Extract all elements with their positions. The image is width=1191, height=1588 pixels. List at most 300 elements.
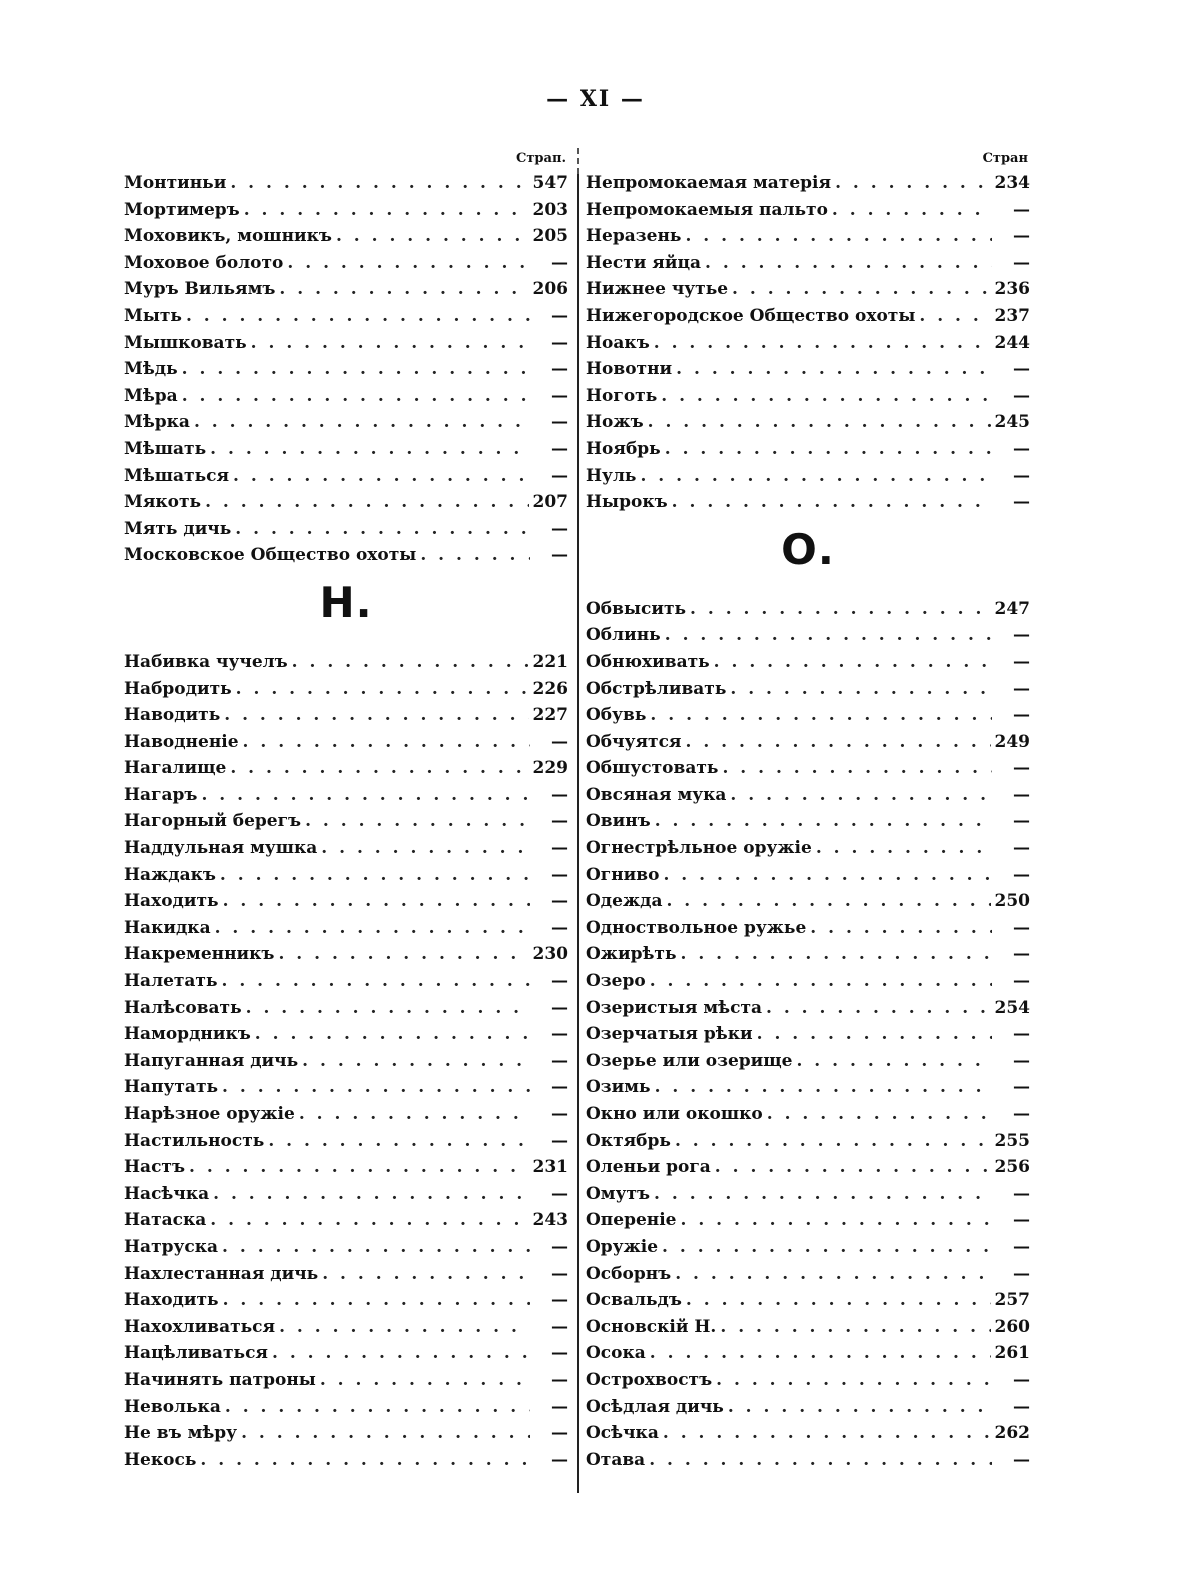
entry-page: — (1013, 385, 1030, 406)
index-entry (124, 330, 568, 357)
entry-page: 256 (994, 1157, 1030, 1178)
entry-term: Накидка (124, 917, 211, 938)
index-entry (124, 808, 568, 835)
dot-leader (665, 436, 992, 463)
entry-page: — (1013, 971, 1030, 992)
index-entry (124, 1154, 568, 1181)
index-entry (124, 1367, 568, 1394)
index-entry (124, 968, 568, 995)
index-entry (586, 702, 1030, 729)
entry-term: Налетать (124, 971, 218, 992)
entry-term: Ожирѣть (586, 944, 677, 965)
dot-leader (796, 1048, 992, 1075)
index-entry (124, 702, 568, 729)
entry-term: Насѣчка (124, 1183, 210, 1204)
index-entry (586, 250, 1030, 277)
entry-page: — (551, 1263, 568, 1284)
entry-page: — (551, 1423, 568, 1444)
index-entry (124, 782, 568, 809)
index-entry (124, 1048, 568, 1075)
entry-term: Обвысить (586, 598, 687, 619)
entry-page: — (551, 1104, 568, 1124)
entry-page: 250 (994, 891, 1030, 912)
dot-leader (279, 276, 528, 303)
entry-term: Освальдъ (586, 1290, 682, 1311)
dot-leader (225, 1394, 530, 1421)
entry-page: — (1013, 465, 1030, 486)
entry-term: Мортимеръ (124, 199, 240, 220)
dot-leader (810, 915, 992, 942)
dot-leader (336, 223, 529, 250)
index-entry (586, 1314, 1030, 1341)
entry-term: Наддульная мушка (124, 838, 318, 859)
dot-leader (205, 489, 528, 516)
dot-leader (223, 888, 530, 915)
index-entry (586, 596, 1030, 623)
index-entry (586, 1287, 1030, 1314)
index-entry (124, 941, 568, 968)
entry-page: — (1013, 838, 1030, 859)
entry-term: Опереніе (586, 1210, 677, 1231)
index-entry (586, 303, 1030, 330)
entry-term: Нацѣливаться (124, 1343, 268, 1364)
dot-leader (722, 755, 992, 782)
entry-term: Настъ (124, 1157, 186, 1178)
entry-page: — (551, 1369, 568, 1390)
dot-leader (663, 862, 992, 889)
index-entry (586, 1021, 1030, 1048)
dot-leader (299, 1101, 530, 1128)
dot-leader (189, 1154, 528, 1181)
dot-leader (705, 250, 992, 277)
dot-leader (201, 782, 530, 809)
index-entry (124, 729, 568, 756)
dot-leader (835, 170, 990, 197)
right-column (586, 148, 1030, 1473)
entry-page: 237 (994, 305, 1030, 326)
dot-leader (241, 1420, 530, 1447)
dot-leader (287, 250, 530, 277)
entry-page: — (1013, 1236, 1030, 1257)
entry-page: 243 (532, 1210, 568, 1231)
entry-term: Октябрь (586, 1130, 671, 1151)
dot-leader (292, 649, 529, 676)
entry-term: Мякоть (124, 492, 202, 513)
dot-leader (690, 596, 990, 623)
entry-page: — (1013, 625, 1030, 646)
index-entry (586, 1128, 1030, 1155)
entry-page: — (551, 518, 568, 539)
entry-term: Муръ Вильямъ (124, 279, 276, 300)
entry-page: 257 (994, 1290, 1030, 1311)
dot-leader (675, 1261, 992, 1288)
entry-term: Мыть (124, 305, 182, 326)
entry-term: Натаска (124, 1210, 207, 1231)
index-entry (586, 1420, 1030, 1447)
dot-leader (220, 862, 530, 889)
index-entry (124, 862, 568, 889)
entry-page: — (1013, 678, 1030, 699)
entry-term: Начинять патроны (124, 1369, 316, 1390)
index-entry (124, 1101, 568, 1128)
dot-leader (715, 1154, 991, 1181)
dot-leader (654, 330, 991, 357)
entry-term: Накременникъ (124, 944, 275, 965)
entry-page: 221 (532, 651, 568, 672)
entry-term: Ножъ (586, 412, 644, 433)
entry-page: 234 (994, 173, 1030, 193)
index-entry (586, 409, 1030, 436)
entry-page: — (1013, 758, 1030, 779)
entry-page: 260 (994, 1316, 1030, 1337)
entry-term: Омутъ (586, 1183, 651, 1204)
index-entry (586, 995, 1030, 1022)
entry-page: — (1013, 784, 1030, 805)
entry-term: Мѣдь (124, 359, 178, 380)
entry-term: Напуганная дичь (124, 1050, 299, 1071)
dot-leader (224, 702, 528, 729)
dot-leader (230, 755, 528, 782)
index-entry (586, 755, 1030, 782)
entry-page: 244 (994, 332, 1030, 353)
entry-page: — (551, 332, 568, 353)
entry-page: — (1013, 705, 1030, 726)
entry-page: — (551, 997, 568, 1018)
entry-term: Обстрѣливать (586, 678, 727, 699)
entry-page: — (551, 838, 568, 859)
dot-leader (322, 1261, 530, 1288)
entry-page: 206 (532, 279, 568, 300)
dot-leader (233, 463, 530, 490)
page-number: — XI — (546, 86, 645, 112)
entry-page: — (1013, 492, 1030, 513)
index-entry (124, 1340, 568, 1367)
entry-page: — (551, 438, 568, 459)
dot-leader (649, 1447, 992, 1474)
index-entry (586, 1340, 1030, 1367)
entry-term: Нижегородское Общество охоты (586, 305, 916, 326)
entry-term: Монтиньи (124, 173, 227, 193)
dot-leader (305, 808, 530, 835)
entry-page: — (1013, 1263, 1030, 1284)
index-entry (124, 223, 568, 250)
entry-page: — (1013, 944, 1030, 965)
dot-leader (730, 676, 992, 703)
dot-leader (243, 729, 530, 756)
entry-page: 226 (532, 678, 568, 699)
column-divider (577, 148, 579, 1493)
index-entry (124, 303, 568, 330)
entry-page: — (551, 971, 568, 992)
index-entry (124, 409, 568, 436)
entry-term: Набивка чучелъ (124, 651, 288, 672)
dot-leader (648, 409, 991, 436)
entry-page: — (551, 891, 568, 912)
entry-term: Острохвостъ (586, 1369, 713, 1390)
dot-leader (766, 995, 991, 1022)
entry-page: — (1013, 1077, 1030, 1098)
dot-leader (666, 888, 990, 915)
dot-leader (236, 676, 529, 703)
index-entry (586, 383, 1030, 410)
entry-term: Овинъ (586, 811, 651, 832)
index-entry (124, 649, 568, 676)
index-entry (124, 542, 568, 569)
index-entry (124, 1420, 568, 1447)
dot-leader (210, 1207, 528, 1234)
entry-page: 236 (994, 279, 1030, 300)
index-entry (586, 1447, 1030, 1474)
index-entry (124, 356, 568, 383)
entry-term: Ноакъ (586, 332, 650, 353)
index-entry (586, 808, 1030, 835)
dot-leader (235, 516, 530, 543)
entry-page: — (551, 412, 568, 433)
entry-page: 227 (532, 705, 568, 726)
entry-term: Обнюхивать (586, 651, 710, 672)
entry-list (124, 170, 568, 569)
entry-page: — (551, 731, 568, 752)
entry-term: Нагорный берегъ (124, 811, 302, 832)
dot-leader (222, 1234, 530, 1261)
dot-leader (655, 808, 992, 835)
index-entry (124, 383, 568, 410)
dot-leader (222, 968, 531, 995)
index-entry (124, 1207, 568, 1234)
index-entry (586, 676, 1030, 703)
entry-page: — (551, 1130, 568, 1151)
dot-leader (681, 1207, 993, 1234)
index-entry (586, 223, 1030, 250)
entry-page: — (1013, 1024, 1030, 1045)
dot-leader (919, 303, 990, 330)
dot-leader (251, 330, 530, 357)
index-entry (124, 489, 568, 516)
entry-page: — (1013, 1050, 1030, 1071)
entry-page: — (1013, 1396, 1030, 1417)
dot-leader (676, 356, 992, 383)
dot-leader (714, 649, 992, 676)
dot-leader (302, 1048, 530, 1075)
dot-leader (244, 197, 529, 224)
index-entry (124, 888, 568, 915)
entry-page: — (551, 917, 568, 938)
dot-leader (650, 702, 992, 729)
entry-term: Набродить (124, 678, 232, 699)
entry-page: — (1013, 1104, 1030, 1124)
entry-term: Нуль (586, 465, 637, 486)
dot-leader (215, 915, 530, 942)
entry-term: Мѣрка (124, 412, 190, 433)
entry-term: Основскій Н. (586, 1316, 717, 1337)
entry-page: — (551, 1024, 568, 1045)
entry-page: — (1013, 917, 1030, 938)
index-entry (124, 197, 568, 224)
index-entry (586, 170, 1030, 197)
index-entry (586, 1394, 1030, 1421)
dot-leader (279, 1314, 530, 1341)
index-entry (586, 1234, 1030, 1261)
entry-term: Мять дичь (124, 518, 232, 539)
index-entry (124, 676, 568, 703)
index-entry (586, 330, 1030, 357)
index-entry (124, 516, 568, 543)
entry-page: — (1013, 1210, 1030, 1231)
entry-page: — (551, 252, 568, 273)
index-entry (124, 1181, 568, 1208)
entry-term: Нагаръ (124, 784, 198, 805)
entry-page: — (551, 784, 568, 805)
index-entry (124, 436, 568, 463)
dot-leader (728, 1394, 992, 1421)
dot-leader (672, 489, 992, 516)
entry-term: Нахлестанная дичь (124, 1263, 319, 1284)
index-entry (586, 276, 1030, 303)
entry-term: Ноябрь (586, 438, 661, 459)
entry-page: 254 (994, 997, 1030, 1018)
entry-term: Нахохливаться (124, 1316, 276, 1337)
entry-term: Мышковать (124, 332, 247, 353)
entry-page: — (551, 1050, 568, 1071)
entry-page: — (1013, 811, 1030, 832)
dot-leader (732, 276, 990, 303)
entry-page: 229 (532, 758, 568, 779)
entry-page: 261 (994, 1343, 1030, 1364)
index-entry (586, 436, 1030, 463)
index-entry (586, 649, 1030, 676)
index-entry (124, 276, 568, 303)
entry-term: Осѣдлая дичь (586, 1396, 724, 1417)
index-entry (586, 489, 1030, 516)
dot-leader (223, 1287, 530, 1314)
entry-term: Мѣра (124, 385, 178, 406)
entry-term: Огнестрѣльное оружіе (586, 838, 812, 859)
entry-page: — (551, 1396, 568, 1417)
entry-term: Мѣшаться (124, 465, 230, 486)
entry-term: Осборнъ (586, 1263, 672, 1284)
entry-term: Находить (124, 1290, 219, 1311)
entry-term: Мѣшать (124, 438, 207, 459)
index-entry (124, 1128, 568, 1155)
entry-page: — (1013, 226, 1030, 247)
entry-term: Наждакъ (124, 864, 216, 885)
entry-page: — (1013, 864, 1030, 885)
dot-leader (194, 409, 530, 436)
dot-leader (230, 170, 528, 197)
entry-term: Новотни (586, 359, 673, 380)
index-entry (124, 1234, 568, 1261)
entry-term: Обувь (586, 705, 647, 726)
entry-list (586, 170, 1030, 516)
index-entry (586, 463, 1030, 490)
entry-term: Овсяная мука (586, 784, 727, 805)
entry-page: 245 (994, 412, 1030, 433)
entry-term: Отава (586, 1449, 646, 1470)
page-column-header: Стран (982, 151, 1028, 166)
entry-page: — (551, 1449, 568, 1470)
index-entry (586, 1367, 1030, 1394)
dot-leader (650, 1340, 991, 1367)
index-entry (124, 1074, 568, 1101)
index-entry (124, 170, 568, 197)
page-column-header: Страп. (516, 151, 566, 166)
index-entry (586, 729, 1030, 756)
index-entry (586, 1154, 1030, 1181)
entry-page: — (551, 305, 568, 326)
entry-term: Оленьи рога (586, 1157, 711, 1178)
entry-page: — (551, 1236, 568, 1257)
index-entry (586, 915, 1030, 942)
dot-leader (321, 835, 530, 862)
entry-term: Находить (124, 891, 219, 912)
entry-term: Нырокъ (586, 492, 668, 513)
entry-term: Моховикъ, мошникъ (124, 226, 332, 247)
index-entry (586, 862, 1030, 889)
entry-page: 247 (994, 598, 1030, 619)
index-entry (124, 915, 568, 942)
index-entry (124, 835, 568, 862)
entry-term: Моховое болото (124, 252, 284, 273)
entry-term: Облинь (586, 625, 661, 646)
dot-leader (210, 436, 530, 463)
entry-page: — (551, 1316, 568, 1337)
dot-leader (268, 1128, 530, 1155)
dot-leader (663, 1420, 991, 1447)
entry-page: 547 (532, 173, 568, 193)
entry-term: Ноготь (586, 385, 658, 406)
entry-page: — (551, 864, 568, 885)
entry-term: Осѣчка (586, 1423, 659, 1444)
index-entry (586, 197, 1030, 224)
index-entry (124, 1447, 568, 1474)
entry-term: Нести яйца (586, 252, 702, 273)
entry-list (586, 596, 1030, 1474)
index-entry (586, 1181, 1030, 1208)
entry-term: Наводить (124, 705, 221, 726)
dot-leader (186, 303, 530, 330)
dot-leader (681, 941, 993, 968)
index-entry (586, 1048, 1030, 1075)
entry-page: 255 (994, 1130, 1030, 1151)
entry-page: — (1013, 1449, 1030, 1470)
entry-term: Неволька (124, 1396, 221, 1417)
entry-page: — (551, 811, 568, 832)
entry-term: Некось (124, 1449, 197, 1470)
index-entry (586, 1074, 1030, 1101)
index-entry (124, 755, 568, 782)
index-entry (586, 888, 1030, 915)
index-entry (586, 782, 1030, 809)
entry-page: — (1013, 1183, 1030, 1204)
left-column (124, 148, 568, 1473)
entry-page: — (551, 359, 568, 380)
entry-page: — (1013, 252, 1030, 273)
entry-page: — (1013, 359, 1030, 380)
entry-term: Одежда (586, 891, 663, 912)
dot-leader (730, 782, 992, 809)
dot-leader (213, 1181, 530, 1208)
dot-leader (716, 1367, 992, 1394)
entry-term: Обшустовать (586, 758, 719, 779)
entry-term: Наводненіе (124, 731, 239, 752)
entry-page: — (1013, 438, 1030, 459)
entry-term: Озеристыя мѣста (586, 997, 762, 1018)
index-entry (586, 1101, 1030, 1128)
entry-term: Озимь (586, 1077, 651, 1098)
index-entry (586, 941, 1030, 968)
dot-leader (200, 1447, 530, 1474)
index-entry (586, 1261, 1030, 1288)
